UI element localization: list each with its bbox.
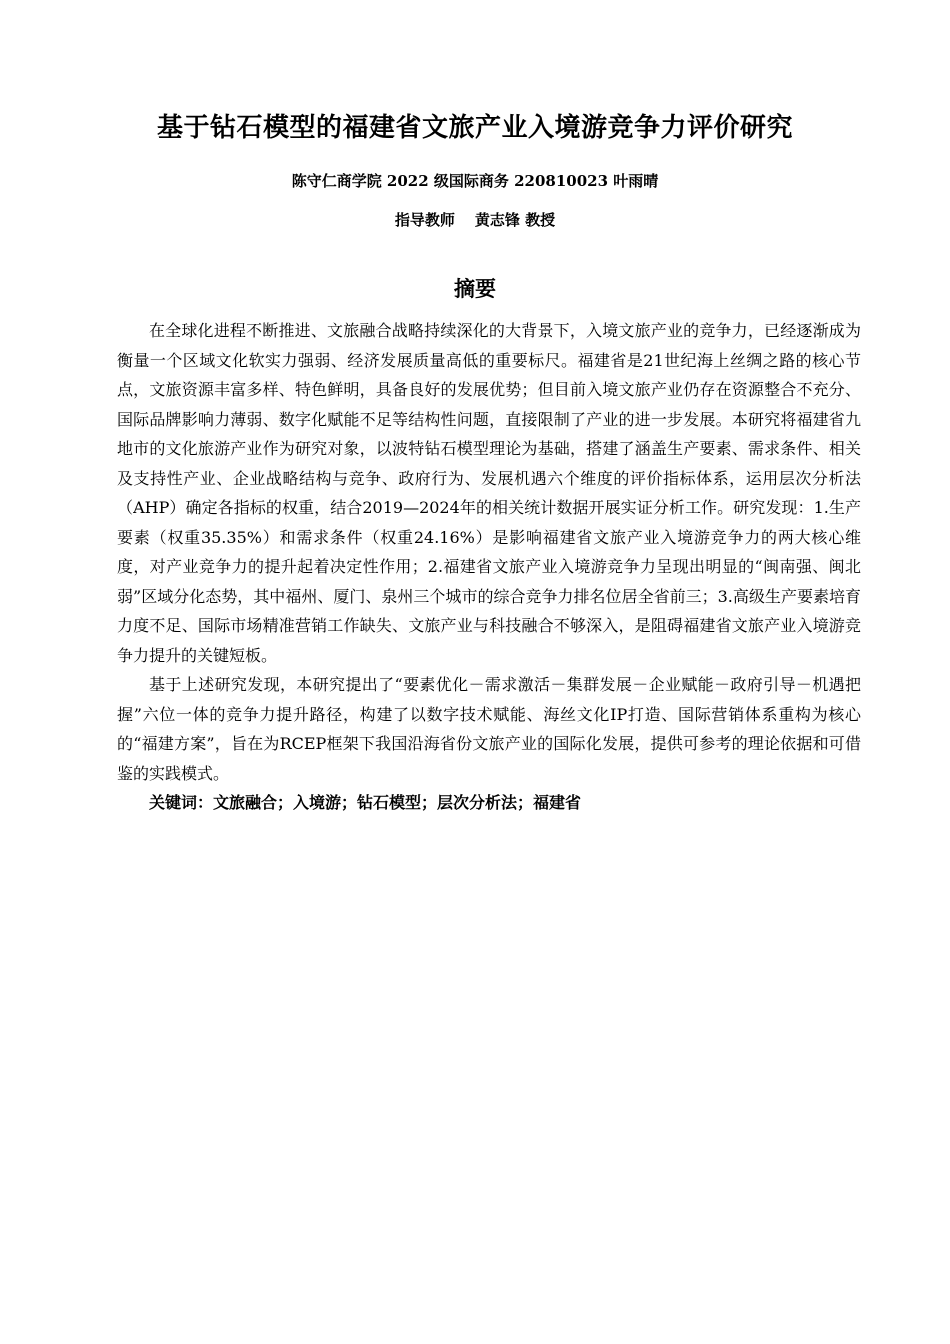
keywords-line: 关键词：文旅融合；入境游；钻石模型；层次分析法；福建省 bbox=[149, 793, 582, 812]
advisor-name: 黄志锋 教授 bbox=[474, 211, 556, 229]
advisor-line bbox=[0, 208, 950, 232]
paper-title: 基于钻石模型的福建省文旅产业入境游竞争力评价研究 bbox=[156, 113, 793, 143]
abstract-paragraph-2: 基于上述研究发现，本研究提出了“要素优化－需求激活－集群发展－企业赋能－政府引导－机遇把握”六位一体的竞争力提升路径，构建了以数字技术赋能、海丝文化IP打造、国际营销体系重构为核心的“福建方案”，旨在为RCEP框架下我国沿海省份文旅产业的国际化发展，提供可参考的理论依据和可借鉴的实践模式。 bbox=[117, 675, 861, 783]
abstract-body bbox=[117, 316, 861, 818]
advisor-label: 指导教师 bbox=[394, 211, 455, 229]
author-line: 陈守仁商学院 2022 级国际商务 220810023 叶雨晴 bbox=[291, 172, 659, 190]
abstract-heading: 摘要 bbox=[454, 277, 496, 301]
abstract-paragraph-1: 在全球化进程不断推进、文旅融合战略持续深化的大背景下，入境文旅产业的竞争力，已经逐渐成为衡量一个区域文化软实力强弱、经济发展质量高低的重要标尺。福建省是21世纪海上丝绸之路的核心节点，文旅资源丰富多样、特色鲜明，具备良好的发展优势；但目前入境文旅产业仍存在资源整合不充分、国际品牌影响力薄弱、数字化赋能不足等结构性问题，直接限制了产业的进一步发展。本研究将福建省九地市的文化旅游产业作为研究对象，以波特钻石模型理论为基础，搭建了涵盖生产要素、需求条件、相关及支持性产业、企业战略结构与竞争、政府行为、发展机遇六个维度的评价指标体系，运用层次分析法（AHP）确定各指标的权重，结合2019—2024年的相关统计数据开展实证分析工作。研究发现：1.生产要素（权重35.35%）和需求条件（权重24.16%）是影响福建省文旅产业入境游竞争力的两大核心维度，对产业竞争力的提升起着决定性作用；2.福建省文旅产业入境游竞争力呈现出明显的“闽南强、闽北弱”区域分化态势，其中福州、厦门、泉州三个城市的综合竞争力排名位居全省前三；3.高级生产要素培育力度不足、国际市场精准营销工作缺失、文旅产业与科技融合不够深入，是阻碍福建省文旅产业入境游竞争力提升的关键短板。 bbox=[117, 321, 861, 665]
